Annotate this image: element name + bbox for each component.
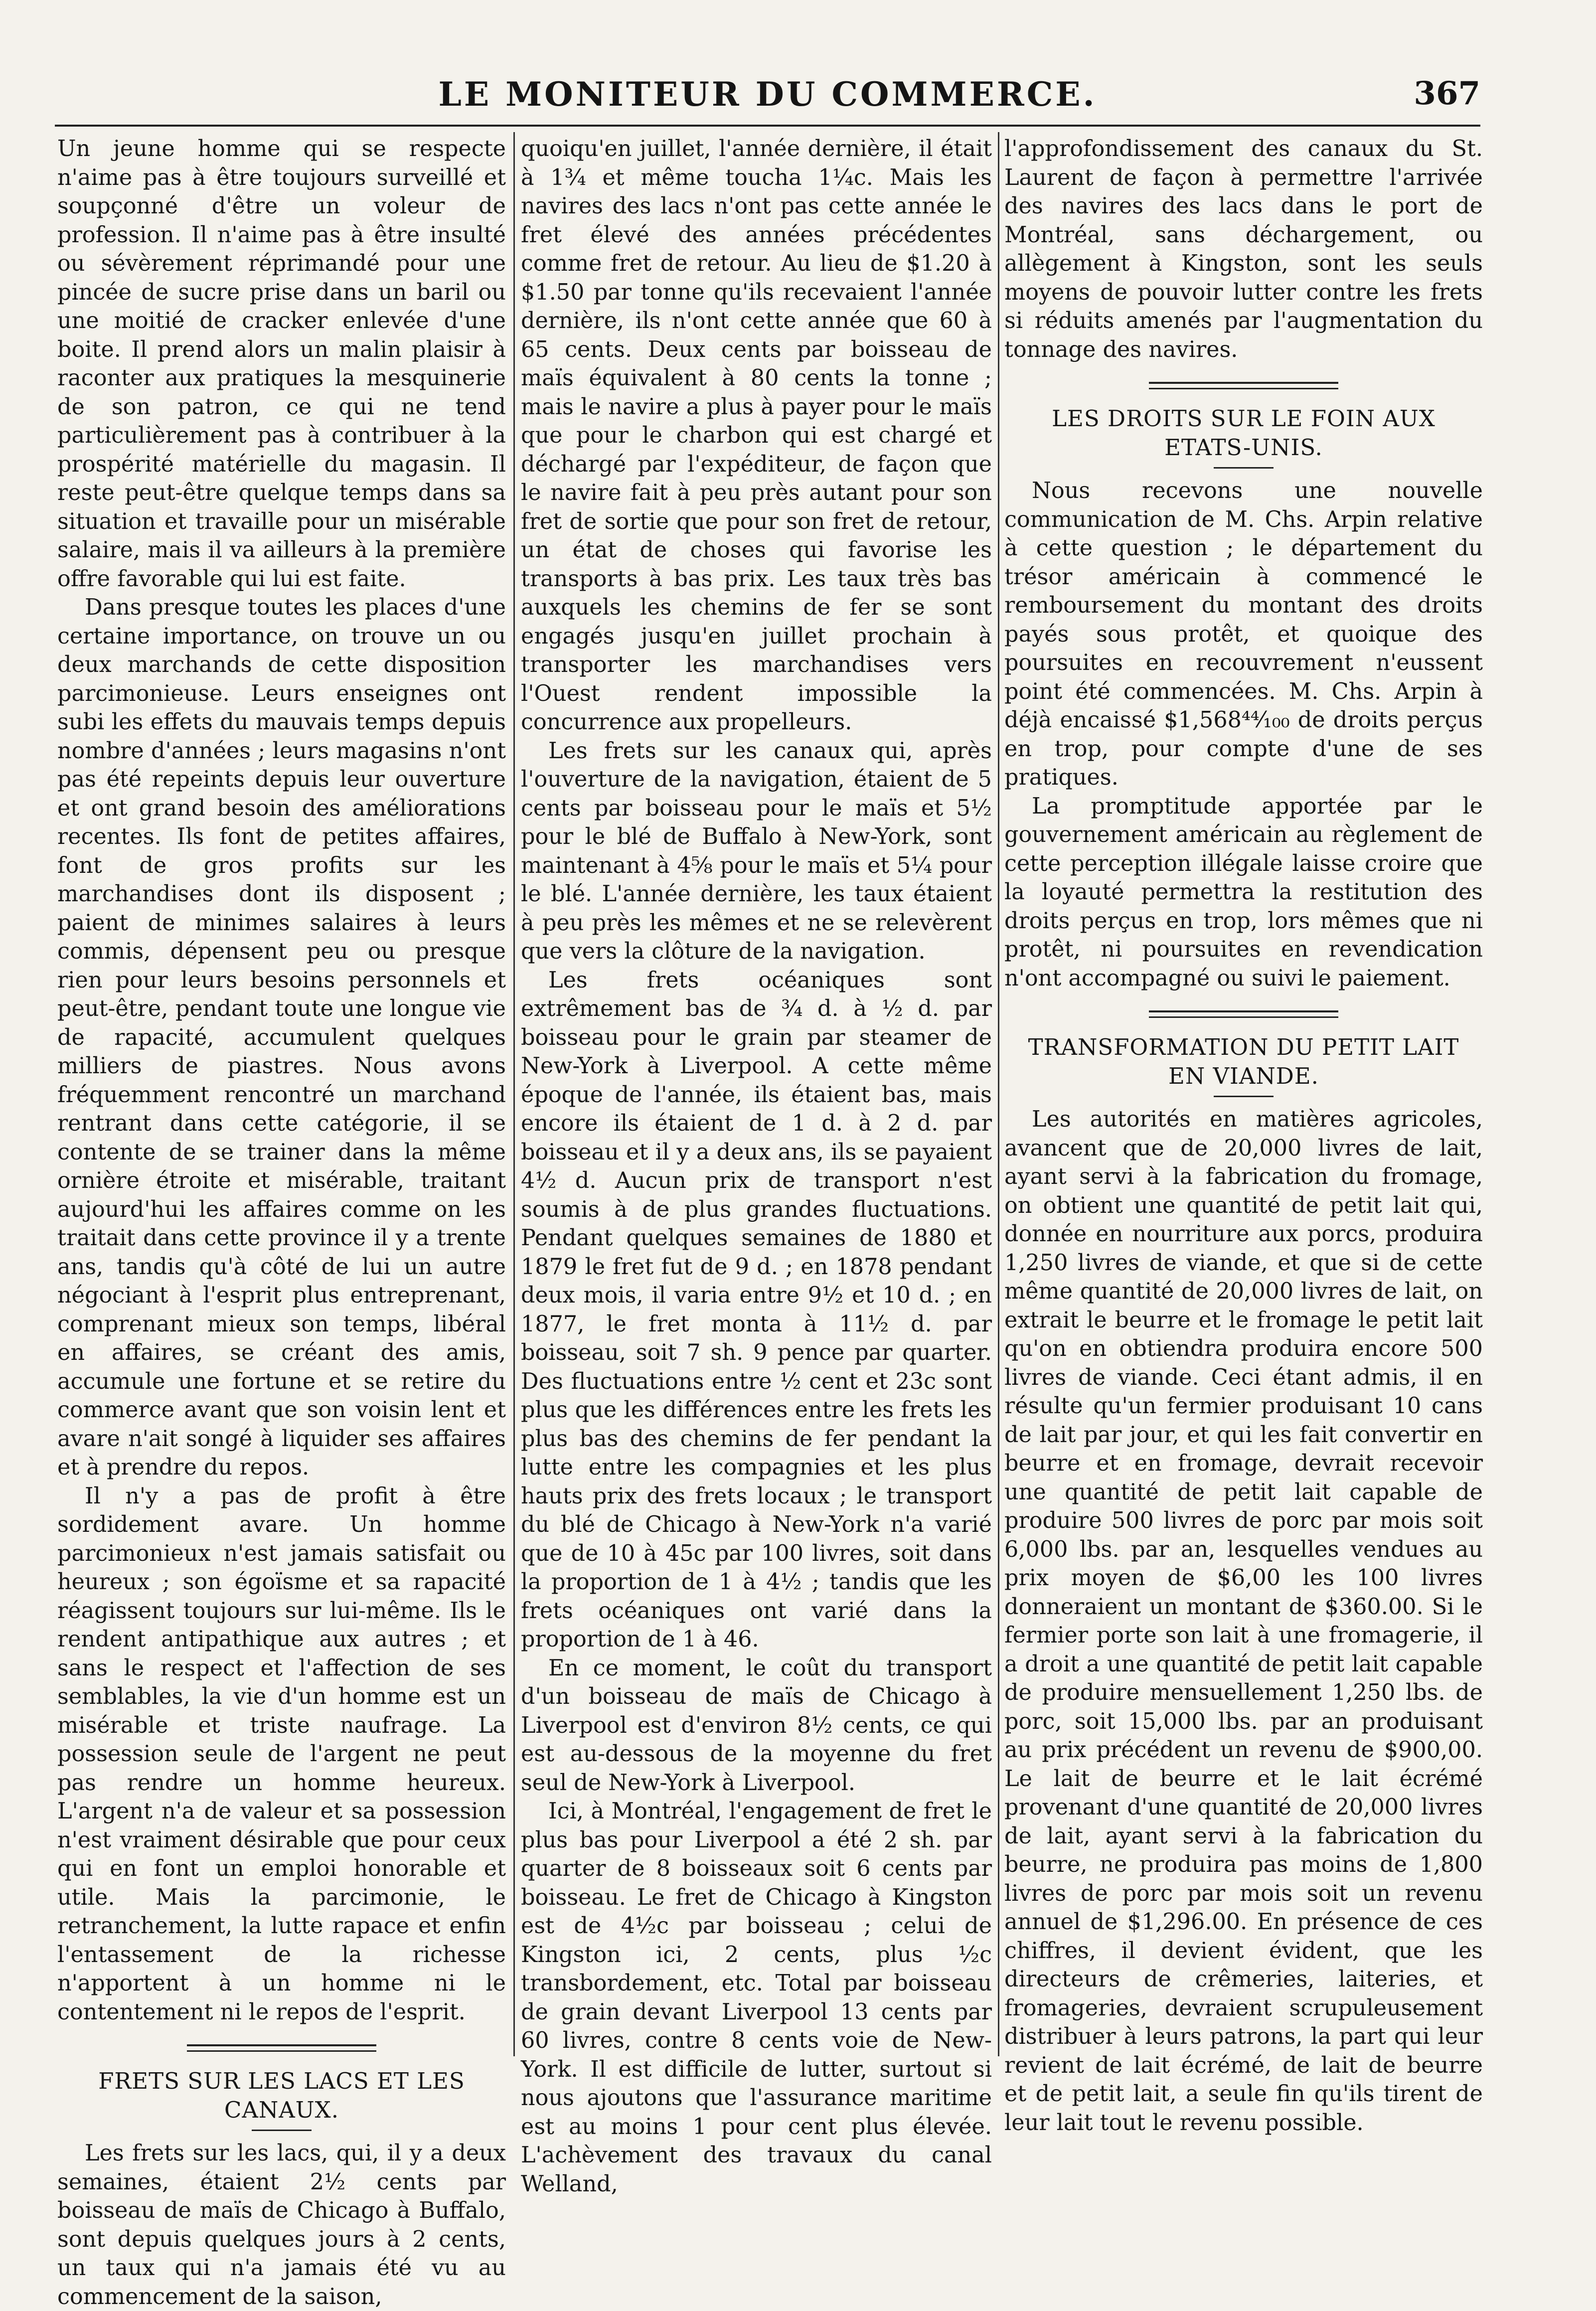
article-paragraph: Un jeune homme qui se respecte n'aime pas à être toujours surveillé et soupçonné d'être un voleur de profession. Il n'aime pas à être insulté ou sévèrement réprimandé pour une pincée de sucre prise dans un baril ou une moitié de cracker enlevée d'une boite. Il prend alors un malin plaisir à raconter aux pratiques la mesquinerie de son patron, ce qui ne tend particulièrement pas à contribuer à la prospérité matérielle du magasin. Il reste peut-être quelque temps dans sa situation et travaille pour un misérable salaire, mais il va ailleurs à la première offre favorable qui lui est faite. — [57, 136, 506, 592]
column-divider — [998, 132, 999, 2056]
column-divider — [513, 132, 515, 2056]
article-paragraph: Les autorités en matières agricoles, avancent que de 20,000 livres de lait, ayant servi à la fabrication du fromage, on obtient une quantité de petit lait qui, donnée en nourriture aux porcs, produira 1,250 livres de viande, et que si de cette même quantité de 20,000 livres de lait, on extrait le beurre et le fromage le petit lait qu'on en obtiendra produira encore 500 livres de viande. Ceci étant admis, il en résulte qu'un fermier produisant 10 cans de lait par jour, et qui les fait convertir en beurre et en fromage, devrait recevoir une quantité de petit lait capable de produire 500 livres de porc par mois soit 6,000 lbs. par an, lesquelles vendues au prix moyen de $6,00 les 100 livres donneraient un montant de $360.00. Si le fermier porte son lait à une fromagerie, il a droit a une quantité de petit lait capable de produire mensuellement 1,250 lbs. de porc, soit 15,000 lbs. par an produisant au prix précédent un revenu de $900,00. Le lait de beurre et le lait écrémé provenant d'une quantité de 20,000 livres de lait, ayant servi à la fabrication du beurre, ne produira pas moins de 1,800 livres de porc par mois soit un revenu annuel de $1,296.00. En présence de ces chiffres, il devient évident, que les directeurs de crêmeries, laiteries, et fromageries, devraient scrupuleusement distribuer à leurs patrons, la part qui leur revient de lait écrémé, de lait de beurre et de petit lait, a seule fin qu'ils tirent de leur lait tout le revenu possible. — [1004, 1107, 1483, 2136]
section-separator — [1149, 382, 1338, 389]
column-3 — [1004, 135, 1483, 2136]
heading-dash — [252, 2130, 312, 2131]
article-paragraph: Les frets sur les lacs, qui, il y a deux semaines, étaient 2½ cents par boisseau de maïs de Chicago à Buffalo, sont depuis quelques jours à 2 cents, un taux qui n'a jamais été vu au commencement de la saison, — [57, 2141, 506, 2310]
page-header — [55, 75, 1480, 120]
article-paragraph: Nous recevons une nouvelle communication de M. Chs. Arpin relative à cette question ; le département du trésor américain à commencé le remboursement du montant des droits payés sous protêt, et quoique des poursuites en recouvrement n'eussent point été commencées. M. Chs. Arpin à déjà encaissé $1,568⁴⁴⁄₁₀₀ de droits perçus en trop, pour compte d'une de ses pratiques. — [1004, 478, 1483, 790]
section-heading: FRETS SUR LES LACS ET LES CANAUX. — [98, 2068, 465, 2123]
section-heading: LES DROITS SUR LE FOIN AUX ETATS-UNIS. — [1052, 405, 1436, 461]
masthead-title: LE MONITEUR DU COMMERCE. — [438, 75, 1097, 114]
article-paragraph: Ici, à Montréal, l'engagement de fret le plus bas pour Liverpool a été 2 sh. par quarter de 8 boisseaux soit 6 cents par boisseau. Le fret de Chicago à Kingston est de 4½c par boisseau ; celui de Kingston ici, 2 cents, plus ½c transbordement, etc. Total par boisseau de grain devant Liverpool 13 cents par 60 livres, contre 8 cents voie de New-York. Il est difficile de lutter, surtout si nous ajoutons que l'assurance maritime est au moins 1 pour cent plus élevée. L'achèvement des travaux du canal Welland, — [521, 1799, 992, 2197]
section-separator — [1149, 1010, 1338, 1018]
article-paragraph: Les frets sur les canaux qui, après l'ouverture de la navigation, étaient de 5 cents par boisseau pour le maïs et 5½ pour le blé de Buffalo à New-York, sont maintenant à 4⅝ pour le maïs et 5¼ pour le blé. L'année dernière, les taux étaient à peu près les mêmes et ne se relevèrent que vers la clôture de la navigation. — [521, 738, 992, 964]
heading-dash — [1214, 467, 1274, 469]
page-number: 367 — [1414, 75, 1480, 112]
section-heading: TRANSFORMATION DU PETIT LAIT EN VIANDE. — [1028, 1034, 1459, 1089]
article-paragraph: La promptitude apportée par le gouvernement américain au règlement de cette perception illégale laisse croire que la loyauté permettra la restitution des droits perçus en trop, lors mêmes que ni protêt, ni poursuites en revendication n'ont accompagné ou suivi le paiement. — [1004, 793, 1483, 991]
section-separator — [187, 2044, 376, 2052]
header-rule — [55, 125, 1480, 127]
column-2 — [521, 135, 992, 2197]
column-1 — [57, 135, 506, 2310]
heading-dash — [1214, 1096, 1274, 1097]
article-paragraph: Les frets océaniques sont extrêmement bas de ¾ d. à ½ d. par boisseau pour le grain par steamer de New-York à Liverpool. A cette même époque de l'année, ils étaient bas, mais encore ils étaient de 1 d. à 2 d. par boisseau et il y a deux ans, ils se payaient 4½ d. Aucun prix de transport n'est soumis à de plus grandes fluctuations. Pendant quelques semaines de 1880 et 1879 le fret fut de 9 d. ; en 1878 pendant deux mois, il varia entre 9½ et 10 d. ; en 1877, le fret monta à 11½ d. par boisseau, soit 7 sh. 9 pence par quarter. Des fluctuations entre ½ cent et 23c sont plus que les différences entre les frets les plus bas des chemins de fer pendant la lutte entre les compagnies et les plus hauts prix des frets locaux ; le transport du blé de Chicago à New-York n'a varié que de 10 à 45c par 100 livres, soit dans la proportion de 1 à 4½ ; tandis que les frets océaniques ont varié dans la proportion de 1 à 46. — [521, 967, 992, 1652]
article-paragraph: Il n'y a pas de profit à être sordidement avare. Un homme parcimonieux n'est jamais satisfait ou heureux ; son égoïsme et sa rapacité réagissent toujours sur lui-même. Ils le rendent antipathique aux autres ; et sans le respect et l'affection de ses semblables, la vie d'un homme est un misérable et triste naufrage. La possession seule de l'argent ne peut pas rendre un homme heureux. L'argent n'a de valeur et sa possession n'est vraiment désirable que pour ceux qui en font un emploi honorable et utile. Mais la parcimonie, le retranchement, la lutte rapace et enfin l'entassement de la richesse n'apportent à un homme ni le contentement ni le repos de l'esprit. — [57, 1483, 506, 2025]
article-paragraph: quoiqu'en juillet, l'année dernière, il était à 1¾ et même toucha 1¼c. Mais les navires des lacs n'ont pas cette année le fret élevé des années précédentes comme fret de retour. Au lieu de $1.20 à $1.50 par tonne qu'ils recevaient l'année dernière, ils n'ont cette année que 60 à 65 cents. Deux cents par boisseau de maïs équivalent à 80 cents la tonne ; mais le navire a plus à payer pour le maïs que pour le charbon qui est chargé et déchargé par l'expéditeur, de façon que le navire fait à peu près autant pour son fret de sortie que pour son fret de retour, un état de choses qui favorise les transports à bas prix. Les taux très bas auxquels les chemins de fer se sont engagés jusqu'en juillet prochain à transporter les marchandises vers l'Ouest rendent impossible la concurrence aux propelleurs. — [521, 136, 992, 735]
article-paragraph: l'approfondissement des canaux du St. Laurent de façon à permettre l'arrivée des navires des lacs dans le port de Montréal, sans déchargement, ou allègement à Kingston, sont les seuls moyens de pouvoir lutter contre les frets si réduits amenés par l'augmentation du tonnage des navires. — [1004, 136, 1483, 362]
article-paragraph: Dans presque toutes les places d'une certaine importance, on trouve un ou deux marchands de cette disposition parcimonieuse. Leurs enseignes ont subi les effets du mauvais temps depuis nombre d'années ; leurs magasins n'ont pas été repeints depuis leur ouverture et ont grand besoin des améliorations recentes. Ils font de petites affaires, font de gros profits sur les marchandises dont ils disposent ; paient de minimes salaires à leurs commis, dépensent peu ou presque rien pour leurs besoins personnels et peut-être, pendant toute une longue vie de rapacité, accumulent quelques milliers de piastres. Nous avons fréquemment rencontré un marchand rentrant dans cette catégorie, il se contente de se trainer dans la même ornière étroite et misérable, traitant aujourd'hui les affaires comme on les traitait dans cette province il y a trente ans, tandis qu'à côté de lui un autre négociant à l'esprit plus entreprenant, comprenant mieux son temps, libéral en affaires, se créant des amis, accumule une fortune et se retire du commerce avant que son voisin lent et avare n'ait songé à liquider ses affaires et à prendre du repos. — [57, 595, 506, 1480]
article-paragraph: En ce moment, le coût du transport d'un boisseau de maïs de Chicago à Liverpool est d'environ 8½ cents, ce qui est au-dessous de la moyenne du fret seul de New-York à Liverpool. — [521, 1655, 992, 1796]
